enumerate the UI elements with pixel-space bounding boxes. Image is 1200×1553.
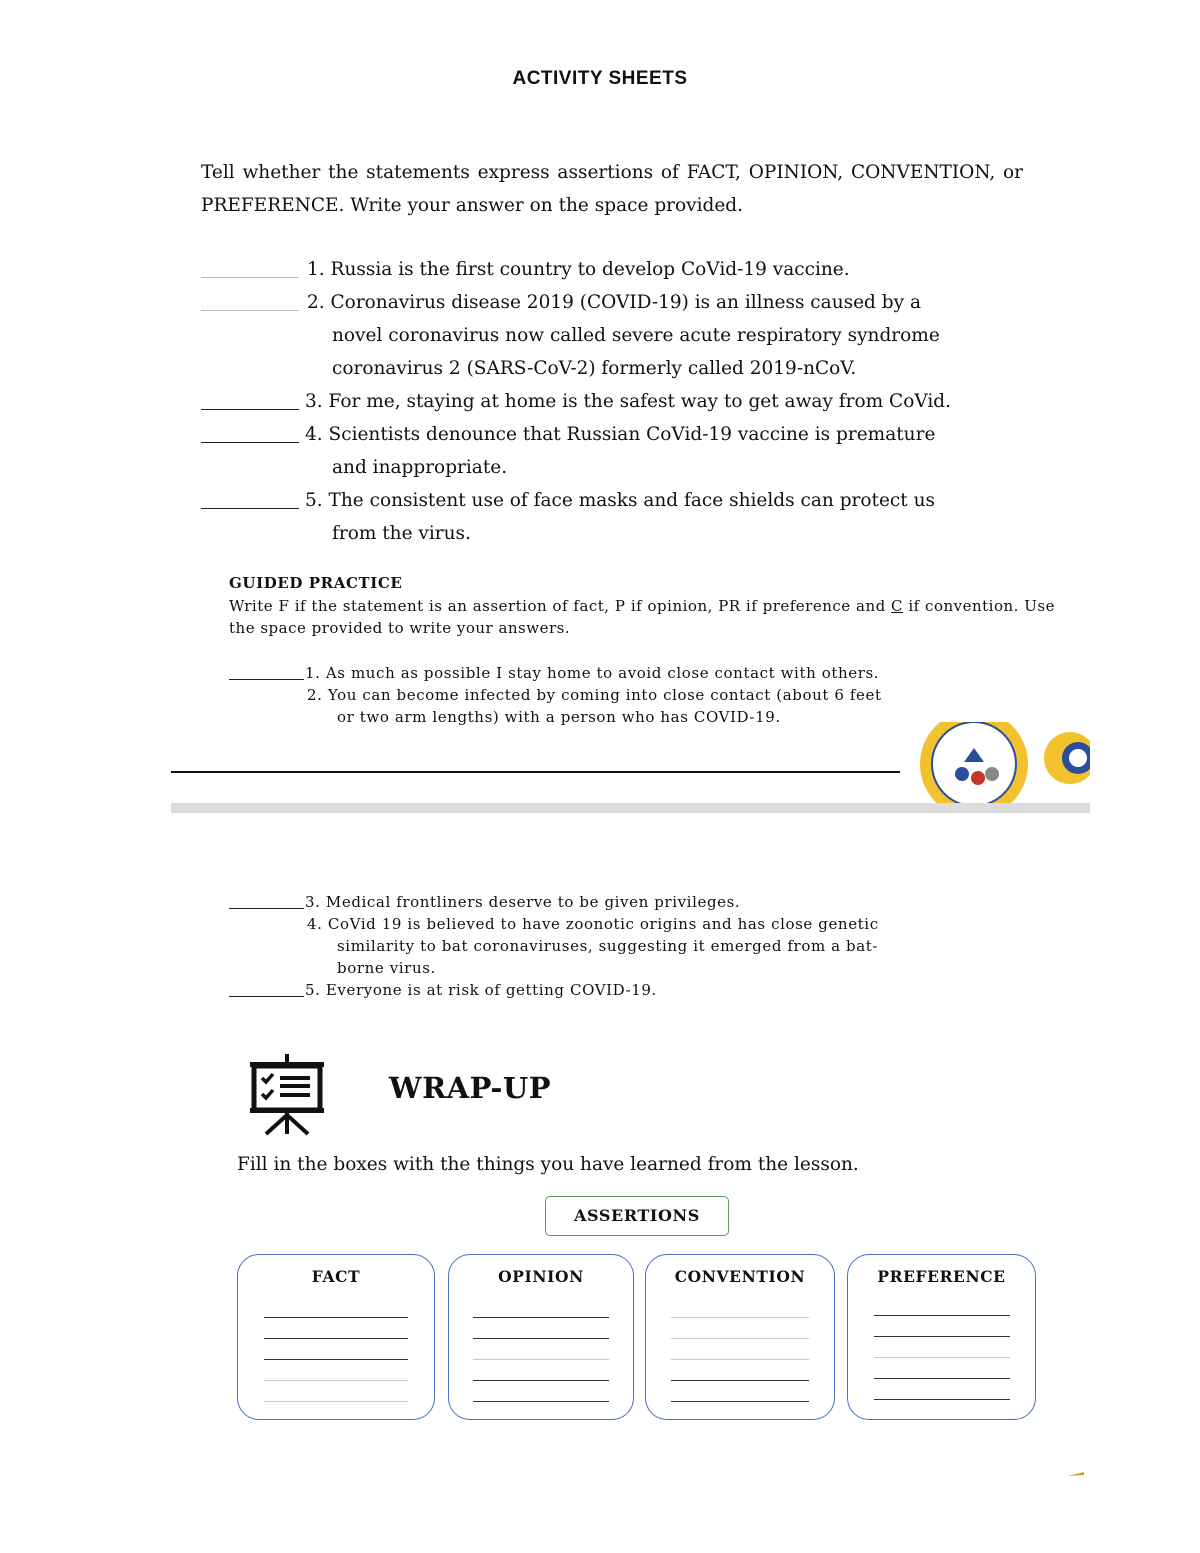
division-seal-logo xyxy=(908,722,1090,804)
fact-box[interactable] xyxy=(237,1254,435,1420)
answer-blank-5[interactable] xyxy=(201,508,299,509)
preference-box-title: PREFERENCE xyxy=(877,1267,1006,1286)
gp-item-3: 3. Medical frontliners deserve to be given privileges. xyxy=(305,893,741,911)
convention-line-1[interactable] xyxy=(671,1317,809,1318)
gp-item-5: 5. Everyone is at risk of getting COVID-19. xyxy=(305,981,657,999)
activity-item-4-cont-1: and inappropriate. xyxy=(332,457,508,478)
guided-practice-instructions: Write F if the statement is an assertion of fact, P if opinion, PR if preference and C if convention. Use the space provided to write your answers. xyxy=(229,597,1055,637)
gp-answer-blank-5[interactable] xyxy=(229,996,304,997)
fact-line-4[interactable] xyxy=(264,1380,408,1381)
answer-blank-4[interactable] xyxy=(201,442,299,443)
footer-rule xyxy=(171,771,900,773)
activity-item-3: 3. For me, staying at home is the safest way to get away from CoVid. xyxy=(305,391,952,412)
activity-item-2-cont-2: coronavirus 2 (SARS-CoV-2) formerly called 2019-nCoV. xyxy=(332,358,857,379)
gp-item-1: 1. As much as possible I stay home to avoid close contact with others. xyxy=(305,664,880,682)
activity-item-2: 2. Coronavirus disease 2019 (COVID-19) is an illness caused by a xyxy=(307,292,921,313)
page-break xyxy=(171,803,1090,813)
opinion-line-2[interactable] xyxy=(473,1338,609,1339)
gp-answer-blank-3[interactable] xyxy=(229,908,304,909)
preference-line-1[interactable] xyxy=(874,1315,1010,1316)
answer-blank-3[interactable] xyxy=(201,409,299,410)
opinion-line-4[interactable] xyxy=(473,1380,609,1381)
activity-item-1: 1. Russia is the first country to develop CoVid-19 vaccine. xyxy=(307,259,850,280)
activity-item-4: 4. Scientists denounce that Russian CoVid-19 vaccine is premature xyxy=(305,424,936,445)
gp-item-4: 4. CoVid 19 is believed to have zoonotic origins and has close genetic xyxy=(307,915,879,933)
gp-item-2: 2. You can become infected by coming into close contact (about 6 feet xyxy=(307,686,882,704)
opinion-line-1[interactable] xyxy=(473,1317,609,1318)
convention-box-title: CONVENTION xyxy=(674,1267,806,1286)
activity-instructions: Tell whether the statements express assertions of FACT, OPINION, CONVENTION, or PREFERENCE. Write your answer on the space provided. xyxy=(201,162,1023,216)
convention-line-5[interactable] xyxy=(671,1401,809,1402)
convention-line-2[interactable] xyxy=(671,1338,809,1339)
opinion-box[interactable] xyxy=(448,1254,634,1420)
activity-item-2-cont-1: novel coronavirus now called severe acute respiratory syndrome xyxy=(332,325,940,346)
opinion-line-3[interactable] xyxy=(473,1359,609,1360)
answer-blank-2[interactable] xyxy=(201,310,299,311)
wrap-up-title: WRAP-UP xyxy=(389,1071,552,1105)
activity-item-5-cont-1: from the virus. xyxy=(332,523,471,544)
opinion-box-title: OPINION xyxy=(498,1267,584,1286)
gp-item-4-cont-1: similarity to bat coronaviruses, suggesting it emerged from a bat- xyxy=(337,937,879,955)
preference-box[interactable] xyxy=(847,1254,1036,1420)
fact-line-3[interactable] xyxy=(264,1359,408,1360)
convention-line-3[interactable] xyxy=(671,1359,809,1360)
corner-mark xyxy=(1066,1470,1086,1478)
presentation-checklist-icon xyxy=(246,1052,328,1136)
fact-line-1[interactable] xyxy=(264,1317,408,1318)
gp-answer-blank-1[interactable] xyxy=(229,679,304,680)
convention-box[interactable] xyxy=(645,1254,835,1420)
assertions-box: ASSERTIONS xyxy=(545,1196,729,1236)
preference-line-3[interactable] xyxy=(874,1357,1010,1358)
fact-box-title: FACT xyxy=(311,1267,361,1286)
opinion-line-5[interactable] xyxy=(473,1401,609,1402)
gp-item-2-cont: or two arm lengths) with a person who has COVID-19. xyxy=(337,708,781,726)
guided-practice-heading: GUIDED PRACTICE xyxy=(229,574,403,592)
answer-blank-1[interactable] xyxy=(201,277,299,278)
convention-line-4[interactable] xyxy=(671,1380,809,1381)
fact-line-5[interactable] xyxy=(264,1401,408,1402)
preference-line-2[interactable] xyxy=(874,1336,1010,1337)
page-title: ACTIVITY SHEETS xyxy=(512,68,688,89)
preference-line-4[interactable] xyxy=(874,1378,1010,1379)
wrap-up-instructions: Fill in the boxes with the things you have learned from the lesson. xyxy=(237,1154,859,1175)
preference-line-5[interactable] xyxy=(874,1399,1010,1400)
gp-item-4-cont-2: borne virus. xyxy=(337,959,436,977)
fact-line-2[interactable] xyxy=(264,1338,408,1339)
activity-item-5: 5. The consistent use of face masks and face shields can protect us xyxy=(305,490,935,511)
